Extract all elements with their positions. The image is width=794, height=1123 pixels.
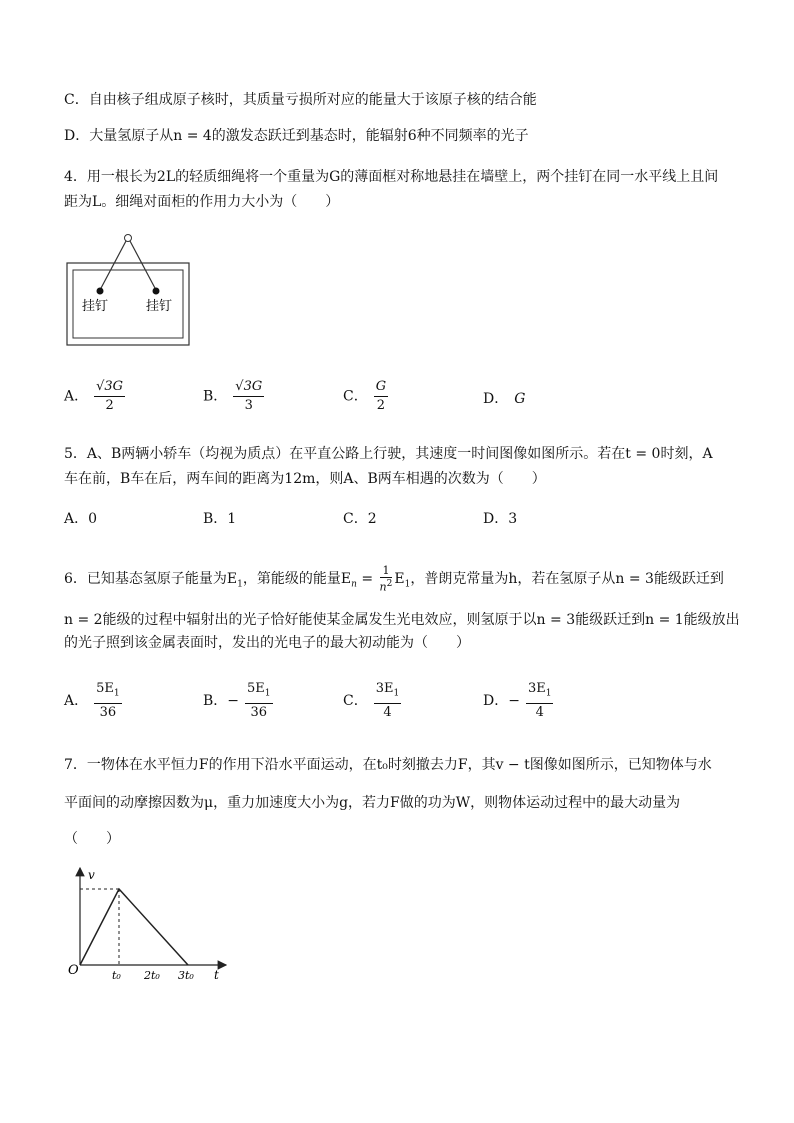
- q5-stem-line1: 5．A、B两辆小轿车（均视为质点）在平直公路上行驶，其速度一时间图像如图所示。若在t = 0时刻，A: [64, 446, 713, 462]
- q6-stem-line3: 的光子照到该金属表面时，发出的光电子的最大初动能为（ ）: [64, 635, 470, 651]
- rope-left: [100, 241, 126, 290]
- rope-right: [130, 241, 156, 290]
- q6-option-c: C． $\frac{3E_1}{4}$: [343, 681, 400, 720]
- q5-option-d: D．3: [483, 511, 518, 527]
- q6-option-a: A． $\frac{5E_1}{36}$: [64, 681, 120, 720]
- q7-stem-line3: （ ）: [64, 831, 120, 847]
- q7-vt-graph: [64, 862, 234, 987]
- q4-stem-line1: 4．用一根长为2L的轻质细绳将一个重量为G的薄面框对称地悬挂在墙壁上，两个挂钉在同一水平线上且间: [64, 169, 719, 185]
- tick-t0: t₀: [112, 969, 121, 982]
- q7-stem-line1: 7．一物体在水平恒力F的作用下沿水平面运动，在t₀时刻撤去力F，其v − t图像如图所示，已知物体与水: [64, 757, 712, 773]
- q7-stem-line2: 平面间的动摩擦因数为μ，重力加速度大小为g，若力F做的功为W，则物体运动过程中的最大动量为: [64, 795, 681, 811]
- nail-left: [97, 288, 104, 295]
- q5-option-c: C．2: [343, 511, 377, 527]
- q4-option-a: A． $\frac{√3G}{2}$: [64, 379, 124, 413]
- q4-figure: [64, 230, 194, 350]
- hook-point: [125, 235, 132, 242]
- t-label: t: [214, 968, 219, 982]
- v-label: v: [88, 868, 95, 882]
- vt-line: [80, 889, 188, 965]
- tick-3t0: 3t₀: [178, 969, 194, 982]
- q4-option-c: C． $\frac{G}{2}$: [343, 379, 387, 413]
- q4-option-d: D． G: [483, 391, 526, 407]
- nail-label-right: 挂钉: [146, 299, 173, 314]
- nail-label-left: 挂钉: [82, 299, 109, 314]
- q4-stem-line2: 距为L。细绳对面柜的作用力大小为（ ）: [64, 194, 340, 210]
- q4-option-b: B． $\frac{√3G}{3}$: [203, 379, 263, 413]
- q5-option-b: B．1: [203, 511, 237, 527]
- q5-option-a: A．0: [64, 511, 98, 527]
- q3-option-d: D．大量氢原子从n = 4的激发态跃迁到基态时，能辐射6种不同频率的光子: [64, 128, 529, 144]
- tick-2t0: 2t₀: [144, 969, 160, 982]
- q5-stem-line2: 车在前，B车在后，两车间的距离为12m，则A、B两车相遇的次数为（ ）: [64, 471, 546, 487]
- q6-stem-line2: n = 2能级的过程中辐射出的光子恰好能使某金属发生光电效应，则氢原于以n = 3能级跃迁到n = 1能级放出: [64, 612, 740, 628]
- q6-option-d: D．− $\frac{3E_1}{4}$: [483, 681, 552, 720]
- nail-right: [153, 288, 160, 295]
- q3-option-c: C．自由核子组成原子核时，其质量亏损所对应的能量大于该原子核的结合能: [64, 92, 537, 108]
- origin-label: O: [68, 963, 79, 978]
- q6-stem-line1: 6．已知基态氢原子能量为$E_1$，第能级的能量$E_n$ = $\frac{1}{n^2}$ $E_1$，普朗克常量为h，若在氢原子从n = 3能级跃迁到: [64, 564, 724, 594]
- q6-option-b: B．− $\frac{5E_1}{36}$: [203, 681, 271, 720]
